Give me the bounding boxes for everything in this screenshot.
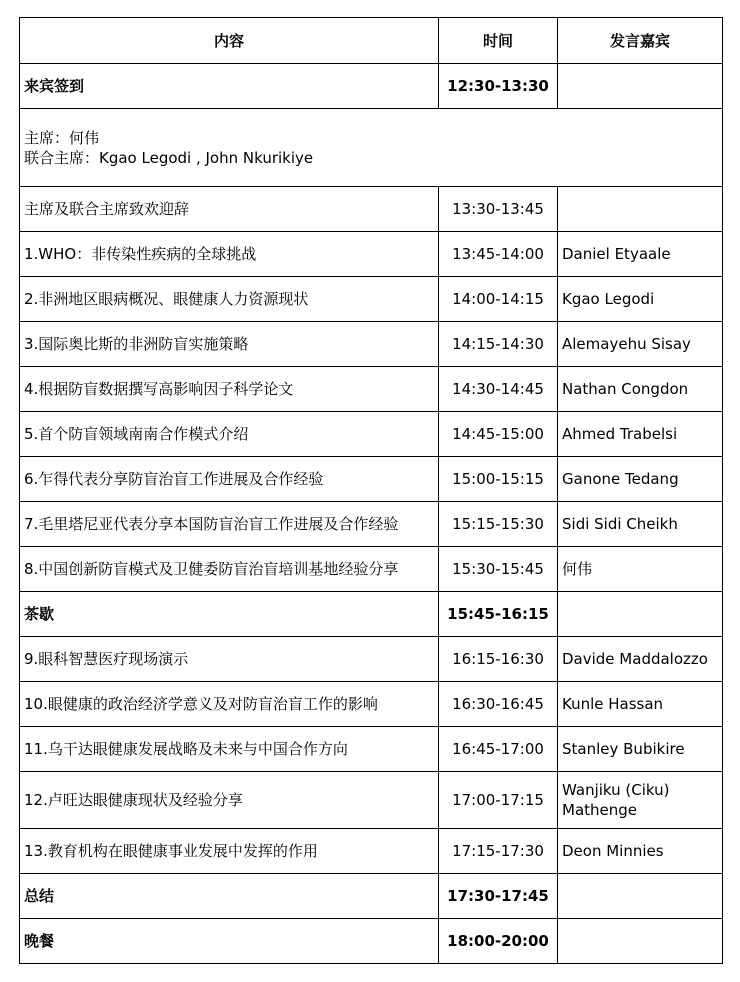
header-time: 时间 xyxy=(439,18,558,64)
table-row xyxy=(20,322,723,367)
session-time: 14:45-15:00 xyxy=(439,412,558,457)
table-row xyxy=(20,682,723,727)
session-time: 13:45-14:00 xyxy=(439,232,558,277)
dinner-title: 晚餐 xyxy=(20,919,439,964)
tea-break-title: 茶歇 xyxy=(20,592,439,637)
session-time: 15:00-15:15 xyxy=(439,457,558,502)
table-row xyxy=(20,727,723,772)
tea-break-row xyxy=(20,592,723,637)
speaker-line: Wanjiku (Ciku) xyxy=(562,781,670,799)
summary-title: 总结 xyxy=(20,874,439,919)
session-speaker: Alemayehu Sisay xyxy=(558,322,723,367)
session-speaker: Ganone Tedang xyxy=(558,457,723,502)
table-row xyxy=(20,457,723,502)
session-speaker: Kunle Hassan xyxy=(558,682,723,727)
session-time: 14:00-14:15 xyxy=(439,277,558,322)
registration-row xyxy=(20,64,723,109)
session-title: 6.乍得代表分享防盲治盲工作进展及合作经验 xyxy=(20,457,439,502)
summary-speaker xyxy=(558,874,723,919)
chairs-cell xyxy=(20,109,723,187)
dinner-row xyxy=(20,919,723,964)
session-time: 14:15-14:30 xyxy=(439,322,558,367)
session-speaker: Stanley Bubikire xyxy=(558,727,723,772)
session-time: 16:30-16:45 xyxy=(439,682,558,727)
session-speaker: Deon Minnies xyxy=(558,829,723,874)
session-title: 2.非洲地区眼病概况、眼健康人力资源现状 xyxy=(20,277,439,322)
session-time: 16:15-16:30 xyxy=(439,637,558,682)
session-time: 17:15-17:30 xyxy=(439,829,558,874)
dinner-time: 18:00-20:00 xyxy=(439,919,558,964)
session-time: 13:30-13:45 xyxy=(439,187,558,232)
session-time: 17:00-17:15 xyxy=(439,772,558,829)
table-row xyxy=(20,637,723,682)
header-speaker: 发言嘉宾 xyxy=(558,18,723,64)
session-title: 9.眼科智慧医疗现场演示 xyxy=(20,637,439,682)
dinner-speaker xyxy=(558,919,723,964)
session-speaker: Kgao Legodi xyxy=(558,277,723,322)
tea-break-speaker xyxy=(558,592,723,637)
session-title: 10.眼健康的政治经济学意义及对防盲治盲工作的影响 xyxy=(20,682,439,727)
session-time: 14:30-14:45 xyxy=(439,367,558,412)
session-title: 7.毛里塔尼亚代表分享本国防盲治盲工作进展及合作经验 xyxy=(20,502,439,547)
table-row xyxy=(20,829,723,874)
table-row xyxy=(20,277,723,322)
session-title: 4.根据防盲数据撰写高影响因子科学论文 xyxy=(20,367,439,412)
summary-row xyxy=(20,874,723,919)
agenda-table xyxy=(19,17,723,964)
header-row xyxy=(20,18,723,64)
session-speaker: Daniel Etyaale xyxy=(558,232,723,277)
chair-text: 主席：何伟 xyxy=(24,128,100,147)
table-row xyxy=(20,502,723,547)
session-speaker: Davide Maddalozzo xyxy=(558,637,723,682)
session-title: 13.教育机构在眼健康事业发展中发挥的作用 xyxy=(20,829,439,874)
registration-title: 来宾签到 xyxy=(20,64,439,109)
session-speaker: Sidi Sidi Cheikh xyxy=(558,502,723,547)
table-row xyxy=(20,412,723,457)
session-speaker: Nathan Congdon xyxy=(558,367,723,412)
session-speaker: 何伟 xyxy=(558,547,723,592)
table-row xyxy=(20,367,723,412)
chairs-row xyxy=(20,109,723,187)
session-speaker xyxy=(558,187,723,232)
co-chair-text: 联合主席：Kgao Legodi , John Nkurikiye xyxy=(24,148,314,167)
speaker-line: Mathenge xyxy=(562,801,638,819)
registration-speaker xyxy=(558,64,723,109)
session-speaker xyxy=(558,772,723,829)
table-row xyxy=(20,772,723,829)
header-content: 内容 xyxy=(20,18,439,64)
summary-time: 17:30-17:45 xyxy=(439,874,558,919)
session-title: 3.国际奥比斯的非洲防盲实施策略 xyxy=(20,322,439,367)
session-title: 12.卢旺达眼健康现状及经验分享 xyxy=(20,772,439,829)
registration-time: 12:30-13:30 xyxy=(439,64,558,109)
session-time: 15:15-15:30 xyxy=(439,502,558,547)
session-title: 8.中国创新防盲模式及卫健委防盲治盲培训基地经验分享 xyxy=(20,547,439,592)
table-row xyxy=(20,547,723,592)
session-time: 16:45-17:00 xyxy=(439,727,558,772)
tea-break-time: 15:45-16:15 xyxy=(439,592,558,637)
session-title: 5.首个防盲领域南南合作模式介绍 xyxy=(20,412,439,457)
session-title: 1.WHO：非传染性疾病的全球挑战 xyxy=(20,232,439,277)
session-title: 11.乌干达眼健康发展战略及未来与中国合作方向 xyxy=(20,727,439,772)
session-time: 15:30-15:45 xyxy=(439,547,558,592)
table-row xyxy=(20,187,723,232)
table-row xyxy=(20,232,723,277)
session-title: 主席及联合主席致欢迎辞 xyxy=(20,187,439,232)
session-speaker: Ahmed Trabelsi xyxy=(558,412,723,457)
